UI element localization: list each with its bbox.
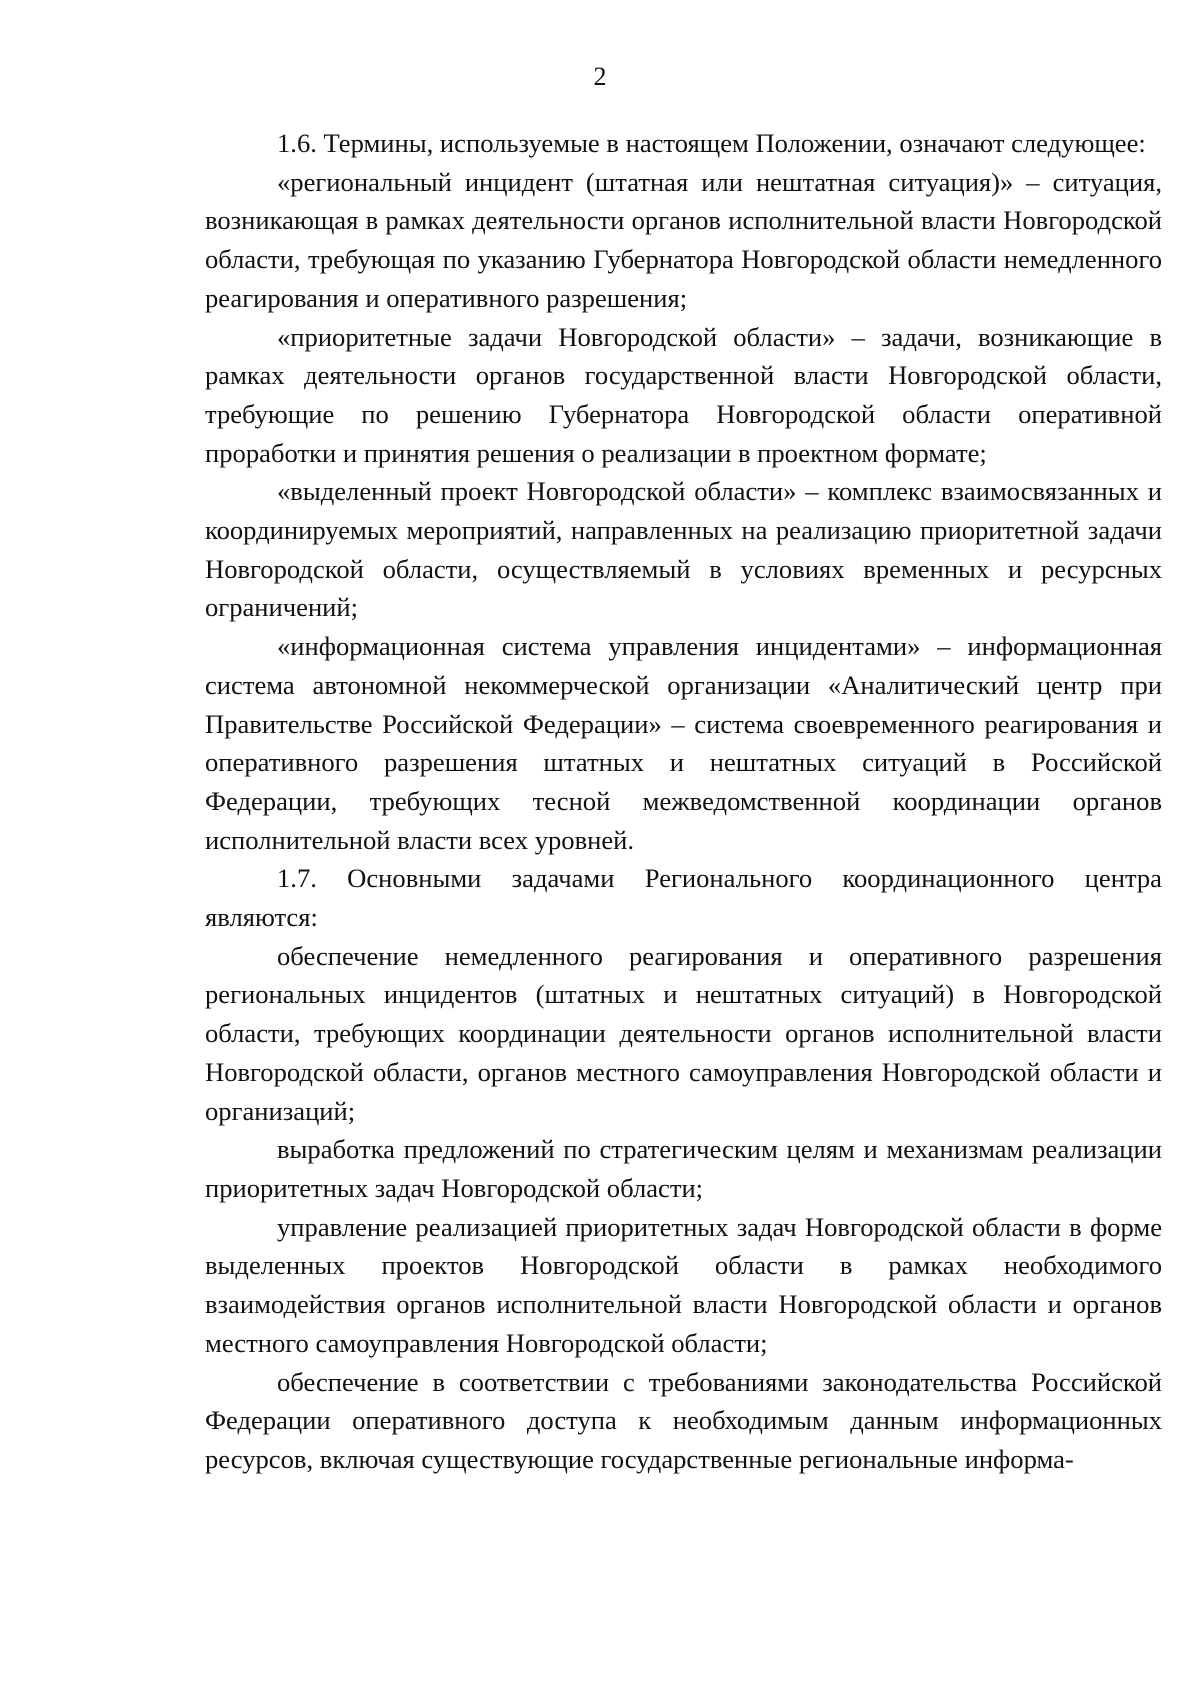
paragraph-task-data-access: обеспечение в соответствии с требованиями законодательства Российской Федерации оперативного доступа к необходимым данным информационных ресурсов, включая существующие государственные региональные информа-: [205, 1366, 1162, 1474]
paragraph-term-regional-incident: «региональный инцидент (штатная или нештатная ситуация)» – ситуация, возникающая в рамках деятельности органов исполнительной власти Новгородской области, требующая по указанию Губернатора Новгородской области немедленного реагирования и оперативного разрешения;: [205, 166, 1162, 313]
page-number: 2: [593, 62, 607, 91]
paragraph-1-7-main-tasks: 1.7. Основными задачами Регионального координационного центра являются:: [205, 863, 1162, 933]
document-body: [205, 124, 1162, 1479]
paragraph-task-project-management: управление реализацией приоритетных задач Новгородской области в форме выделенных проектов Новгородской области в рамках необходимого взаимодействия органов исполнительной власти Новгородской области и органов местного самоуправления Новгородской области;: [205, 1211, 1162, 1358]
paragraph-term-incident-system: «информационная система управления инцидентами» – информационная система автономной некоммерческой организации «Аналитический центр при Правительстве Российской Федерации» – система своевременного реагирования и оперативного разрешения штатных и нештатных ситуаций в Российской Федерации, требующих тесной межведомственной координации органов исполнительной власти всех уровней.: [205, 631, 1162, 855]
paragraph-term-priority-tasks: «приоритетные задачи Новгородской области» – задачи, возникающие в рамках деятельности органов государственной власти Новгородской области, требующие по решению Губернатора Новгородской области оперативной проработки и принятия решения о реализации в проектном формате;: [205, 321, 1162, 468]
paragraph-term-dedicated-project: «выделенный проект Новгородской области» – комплекс взаимосвязанных и координируемых мероприятий, направленных на реализацию приоритетной задачи Новгородской области, осуществляемый в условиях временных и ресурсных ограничений;: [205, 476, 1162, 623]
paragraph-task-incident-response: обеспечение немедленного реагирования и оперативного разрешения региональных инцидентов (штатных и нештатных ситуаций) в Новгородской области, требующих координации деятельности органов исполнительной власти Новгородской области, органов местного самоуправления Новгородской области и организаций;: [205, 940, 1162, 1126]
paragraph-task-strategic-proposals: выработка предложений по стратегическим целям и механизмам реализации приоритетных задач Новгородской области;: [205, 1134, 1162, 1203]
paragraph-1-6-terms-intro: 1.6. Термины, используемые в настоящем Положении, означают следующее:: [277, 128, 1146, 158]
